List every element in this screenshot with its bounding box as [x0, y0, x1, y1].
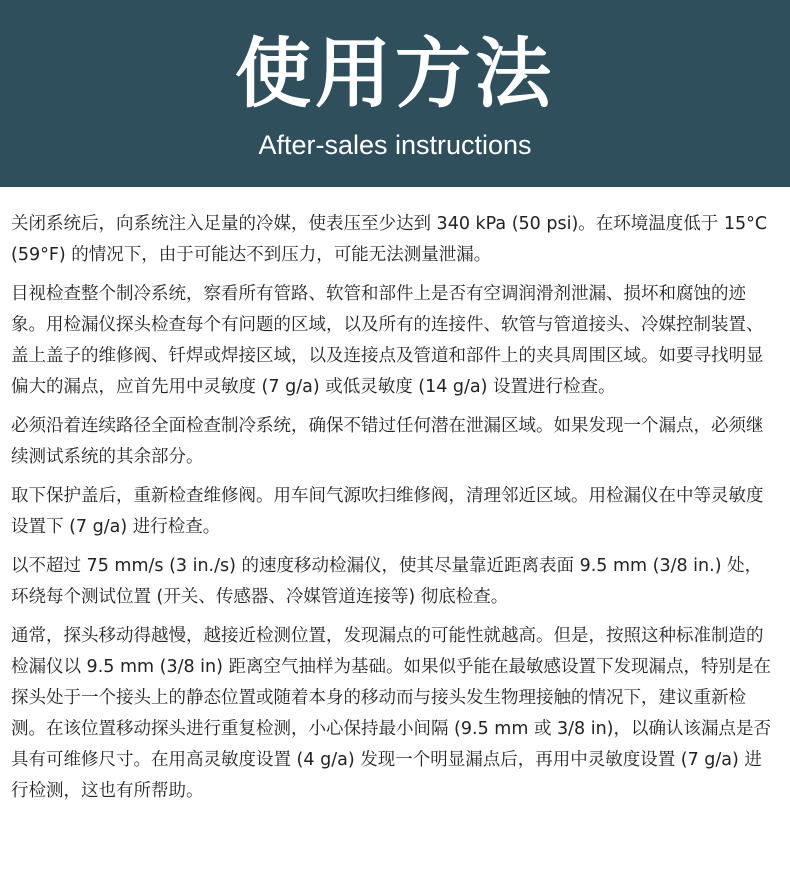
- instruction-paragraph: 通常，探头移动得越慢，越接近检测位置，发现漏点的可能性就越高。但是，按照这种标准制造的检漏仪以 9.5 mm (3/8 in) 距离空气抽样为基础。如果似乎能在最敏感设置下发现漏点，特别是在探头处于一个接头上的静态位置或随着本身的移动而与接头发生物理接触的情况下，建议重新检测。在该位置移动探头进行重复检测，小心保持最小间隔 (9.5 mm 或 3/8 in)，以确认该漏点是否具有可维修尺寸。在用高灵敏度设置 (4 g/a) 发现一个明显漏点后，再用中灵敏度设置 (7 g/a) 进行检测，这也有所帮助。: [11, 626, 772, 801]
- instructions-body: [0, 209, 790, 807]
- instruction-paragraph: 目视检查整个制冷系统，察看所有管路、软管和部件上是否有空调润滑剂泄漏、损坏和腐蚀的迹象。用检漏仪探头检查每个有问题的区域，以及所有的连接件、软管与管道接头、冷媒控制装置、盖上盖子的维修阀、钎焊或焊接区域，以及连接点及管道和部件上的夹具周围区域。如要寻找明显偏大的漏点，应首先用中灵敏度 (7 g/a) 或低灵敏度 (14 g/a) 设置进行检查。: [11, 284, 764, 397]
- instruction-paragraph: 以不超过 75 mm/s (3 in./s) 的速度移动检漏仪，使其尽量靠近距离表面 9.5 mm (3/8 in.) 处，环绕每个测试位置 (开关、传感器、冷媒管道连接等) 彻底检查。: [11, 556, 763, 607]
- page-title: 使用方法: [235, 29, 555, 118]
- instruction-paragraph: 取下保护盖后，重新检查维修阀。用车间气源吹扫维修阀，清理邻近区域。用检漏仪在中等灵敏度设置下 (7 g/a) 进行检查。: [11, 486, 764, 537]
- header-banner: [0, 0, 790, 187]
- instruction-paragraph: 必须沿着连续路径全面检查制冷系统，确保不错过任何潜在泄漏区域。如果发现一个漏点，必须继续测试系统的其余部分。: [11, 416, 764, 467]
- instruction-paragraph: 关闭系统后，向系统注入足量的冷媒，使表压至少达到 340 kPa (50 psi)。在环境温度低于 15°C (59°F) 的情况下，由于可能达不到压力，可能无法测量泄漏。: [11, 214, 768, 265]
- page-subtitle: After-sales instructions: [258, 130, 532, 160]
